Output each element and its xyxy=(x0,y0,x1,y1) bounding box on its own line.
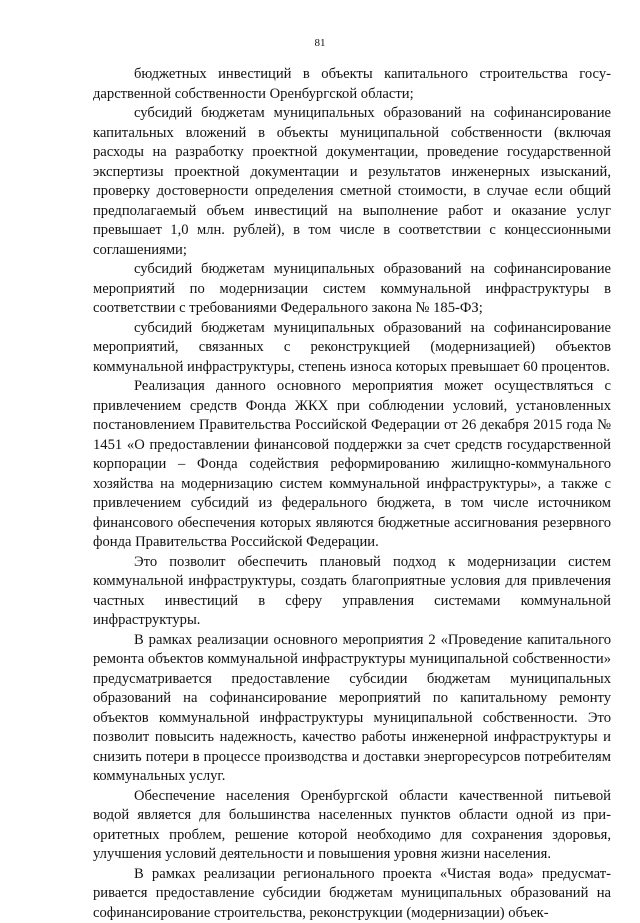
paragraph-budget-investments: бюджетных инвестиций в объекты капитального строительства государственной собственности Оренбургской области; xyxy=(93,65,611,104)
paragraph-drinking-water-supply: Обеспечение населения Оренбургской области качественной питьевой водой является для большинства населенных пунктов области одной из приоритетных проблем, решение которой необходимо для сохранения здоровья, улучшения условий деятельности и повышения уровня жизни населения. xyxy=(93,787,611,865)
paragraph-capital-investment-subsidies: субсидий бюджетам муниципальных образований на софинансирование капитальных вложений в объекты муниципальной собственности (включая расходы на разработку проектной документации, проведение государственной экспертизы проектной документации и результатов инженерных изысканий, проверку достоверности определения сметной стоимости, в случае если общий предполагаемый объем инвестиций на выполнение работ и оказание услуг превышает 1,0 млн. рублей), в том числе в соответствии с концессионными соглашениями; xyxy=(93,104,611,260)
page-number: 81 xyxy=(0,36,640,50)
document-body xyxy=(93,65,611,923)
paragraph-housing-fund-implementation: Реализация данного основного мероприятия может осуществляться с привлечением средств Фонда ЖКХ при соблюдении условий, установленных постановлением Правительства Российской Федерации от 26 декабря 2015 года № 1451 «О предоставлении финансовой поддержки за счет средств государственной корпорации – Фонда содействия реформированию жилищно-коммунального хозяйства на модернизацию систем коммунальной инфраструктуры», а также с привлечением субсидий из федерального бюджета, в том числе источником финансового обеспечения которых являются бюджетные ассигнования резервного фонда Правительства Российской Федерации. xyxy=(93,377,611,553)
paragraph-clean-water-project: В рамках реализации регионального проекта «Чистая вода» предусматривается предоставление субсидии бюджетам муниципальных образований на софинансирование строительства, реконструкции (модернизации) объек- xyxy=(93,865,611,923)
paragraph-reconstruction-subsidies: субсидий бюджетам муниципальных образований на софинансирование мероприятий, связанных с реконструкцией (модернизацией) объектов коммунальной инфраструктуры, степень износа которых превышает 60 процентов. xyxy=(93,319,611,378)
paragraph-modernization-subsidies: субсидий бюджетам муниципальных образований на софинансирование мероприятий по модернизации систем коммунальной инфраструктуры в соответствии с требованиями Федерального закона № 185-ФЗ; xyxy=(93,260,611,319)
paragraph-planned-approach: Это позволит обеспечить плановый подход к модернизации систем коммунальной инфраструктуры, создать благоприятные условия для привлечения частных инвестиций в сферу управления системами коммунальной инфраструктуры. xyxy=(93,553,611,631)
paragraph-major-repair-activity: В рамках реализации основного мероприятия 2 «Проведение капитального ремонта объектов коммунальной инфраструктуры муниципальной собственности» предусматривается предоставление субсидии бюджетам муниципальных образований на софинансирование мероприятий по капитальному ремонту объектов коммунальной инфраструктуры муниципальной собственности. Это позволит повысить надежность, качество работы инженерной инфраструктуры и снизить потери в процессе производства и доставки энергоресурсов потребителям коммунальных услуг. xyxy=(93,631,611,787)
